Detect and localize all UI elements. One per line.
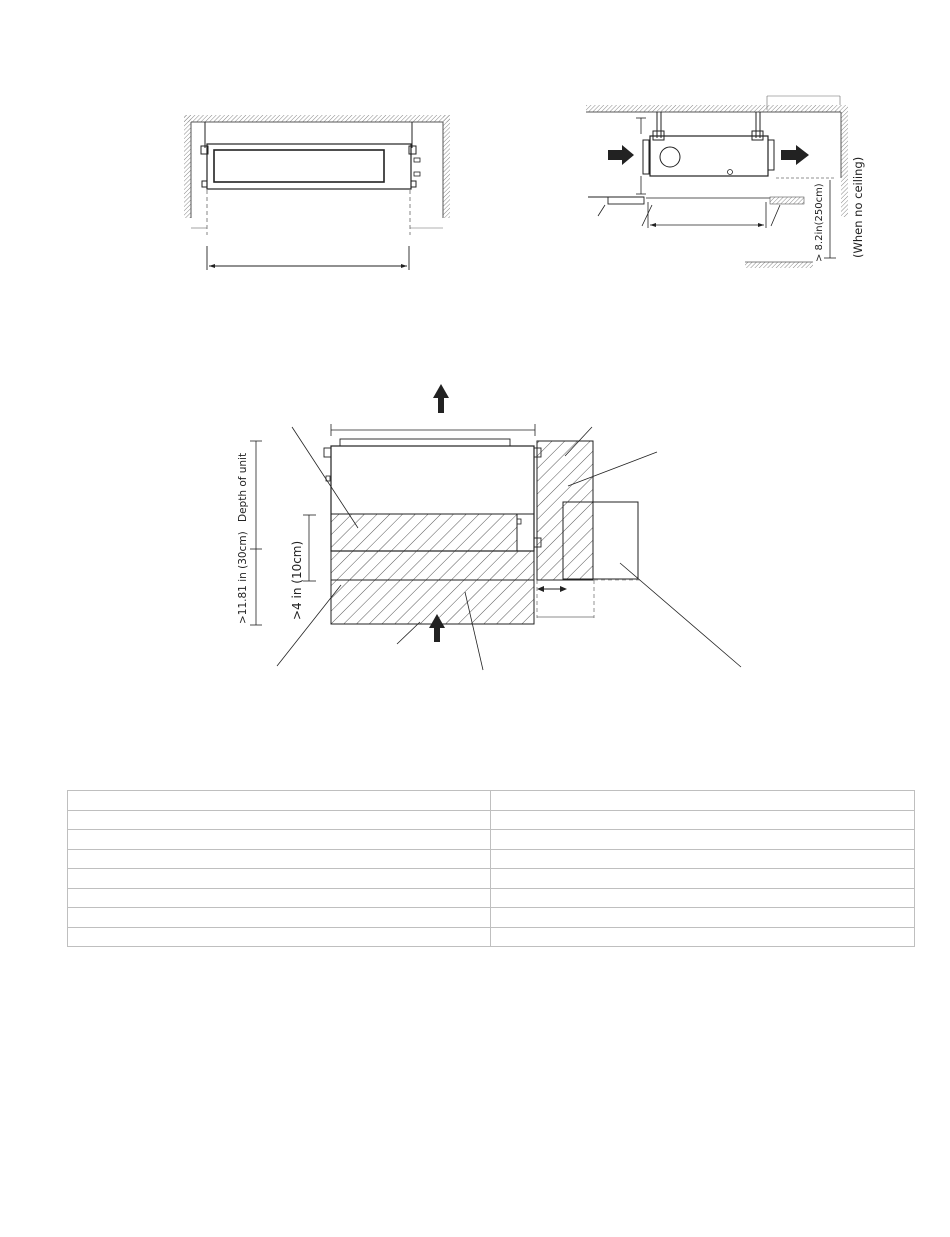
table-cell bbox=[68, 849, 491, 869]
table-cell bbox=[68, 810, 491, 830]
table-cell bbox=[491, 908, 915, 928]
side-floor bbox=[745, 262, 813, 268]
label-clearance-10cm: >4 in (10cm) bbox=[290, 540, 304, 620]
table-cell bbox=[68, 908, 491, 928]
service-zone-rear bbox=[331, 514, 517, 551]
table-cell bbox=[491, 830, 915, 850]
table-cell bbox=[491, 849, 915, 869]
table-row bbox=[68, 810, 915, 830]
table-cell bbox=[491, 869, 915, 889]
top-outflow-arrow bbox=[433, 384, 449, 413]
label-min-height: > 8.2in(250cm) bbox=[814, 183, 825, 262]
table-row bbox=[68, 869, 915, 889]
side-outflow-arrow bbox=[781, 145, 809, 165]
service-zone-side bbox=[537, 441, 593, 580]
table-cell bbox=[68, 888, 491, 908]
table-row bbox=[68, 888, 915, 908]
side-fan-circle bbox=[660, 147, 680, 167]
service-zone-front bbox=[331, 580, 534, 624]
side-view bbox=[586, 96, 865, 268]
table-cell bbox=[491, 888, 915, 908]
table-cell bbox=[68, 830, 491, 850]
table-row bbox=[68, 830, 915, 850]
table-row bbox=[68, 791, 915, 811]
side-right-wall bbox=[841, 105, 848, 217]
front-ceiling-slab bbox=[184, 115, 450, 122]
table-cell bbox=[491, 810, 915, 830]
table-cell bbox=[68, 869, 491, 889]
table-row bbox=[68, 927, 915, 947]
table-cell bbox=[68, 791, 491, 811]
front-right-wall bbox=[443, 115, 450, 218]
table-cell bbox=[68, 927, 491, 947]
side-inflow-arrow bbox=[608, 145, 634, 165]
front-view bbox=[184, 115, 450, 270]
side-unit-body bbox=[650, 136, 768, 176]
label-depth-of-unit: Depth of unit bbox=[237, 452, 249, 522]
front-left-wall bbox=[184, 115, 191, 218]
service-zone-mid bbox=[331, 551, 534, 580]
spec-table bbox=[67, 790, 915, 947]
top-view bbox=[237, 384, 741, 670]
table-cell bbox=[491, 791, 915, 811]
front-unit-panel bbox=[214, 150, 384, 182]
label-clearance-30cm: >11.81 in (30cm) bbox=[237, 531, 249, 624]
table-cell bbox=[491, 927, 915, 947]
side-ceiling-slab bbox=[586, 105, 841, 112]
table-row bbox=[68, 908, 915, 928]
label-no-ceiling: (When no ceiling) bbox=[851, 156, 865, 258]
table-row bbox=[68, 849, 915, 869]
